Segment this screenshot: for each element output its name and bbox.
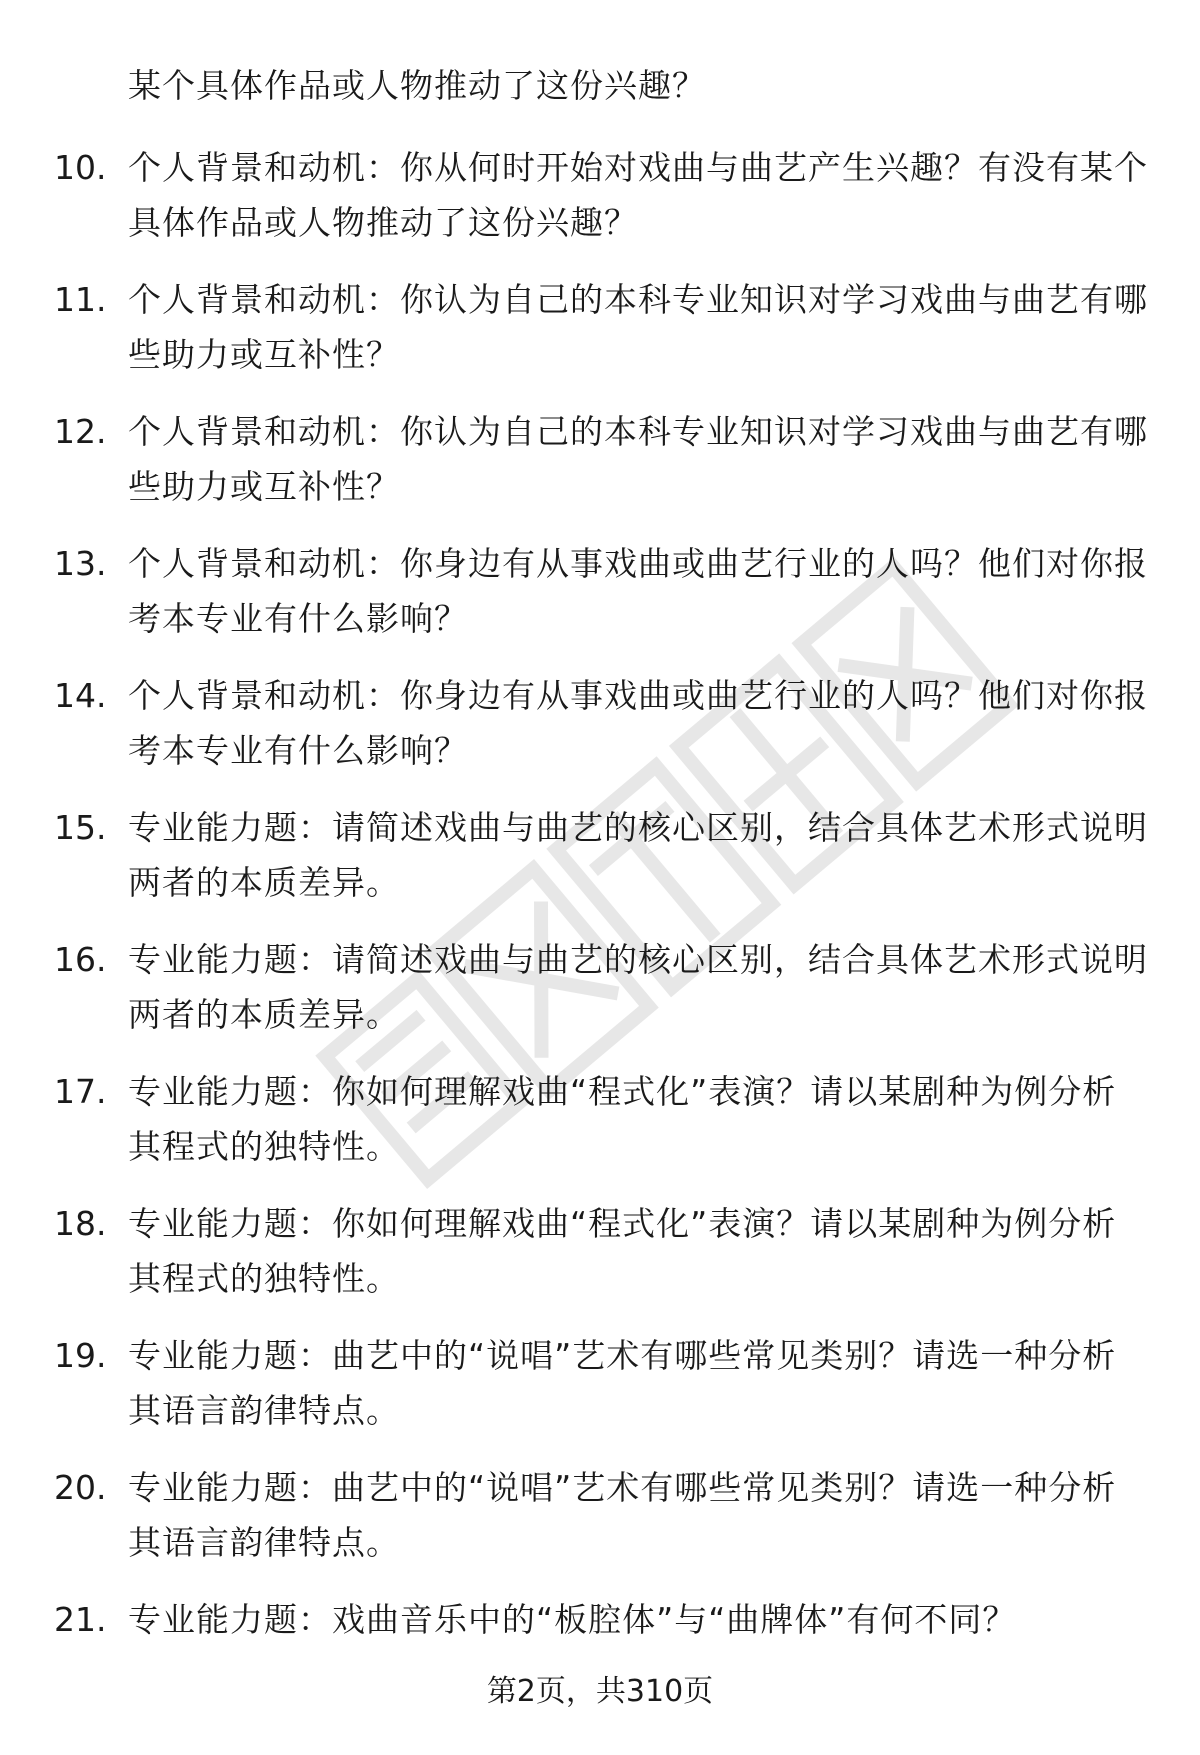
question-number: 16. [54,940,107,979]
question-text: 个人背景和动机：你身边有从事戏曲或曲艺行业的人吗？他们对你报考本专业有什么影响？ [128,544,1148,638]
question-text: 个人背景和动机：你从何时开始对戏曲与曲艺产生兴趣？有没有某个具体作品或人物推动了这份兴趣？ [128,148,1148,242]
question-number: 10. [54,148,107,187]
question-text: 专业能力题：请简述戏曲与曲艺的核心区别，结合具体艺术形式说明两者的本质差异。 [128,808,1148,902]
question-item [0,1196,1200,1328]
question-item [0,800,1200,932]
question-number: 14. [54,676,107,715]
question-number: 20. [54,1468,107,1507]
question-text: 专业能力题：你如何理解戏曲“程式化”表演？请以某剧种为例分析其程式的独特性。 [128,1072,1117,1166]
question-number: 21. [54,1600,107,1639]
question-text: 专业能力题：曲艺中的“说唱”艺术有哪些常见类别？请选一种分析其语言韵律特点。 [128,1336,1117,1430]
question-item [0,1460,1200,1592]
question-number: 11. [54,280,107,319]
question-number: 12. [54,412,107,451]
question-item [0,1328,1200,1460]
question-text: 专业能力题：戏曲音乐中的“板腔体”与“曲牌体”有何不同？ [128,1600,1017,1639]
question-text: 个人背景和动机：你认为自己的本科专业知识对学习戏曲与曲艺有哪些助力或互补性？ [128,412,1148,506]
question-text: 专业能力题：请简述戏曲与曲艺的核心区别，结合具体艺术形式说明两者的本质差异。 [128,940,1148,1034]
question-item [0,932,1200,1064]
question-list [0,140,1200,1724]
page-footer: 第2页，共310页 [486,1674,714,1709]
question-number: 17. [54,1072,107,1111]
question-item [0,1064,1200,1196]
question-item [0,536,1200,668]
question-number: 19. [54,1336,107,1375]
question-number: 13. [54,544,107,583]
question-text: 专业能力题：你如何理解戏曲“程式化”表演？请以某剧种为例分析其程式的独特性。 [128,1204,1117,1298]
question-item [0,668,1200,800]
question-item [0,272,1200,404]
question-number: 15. [54,808,107,847]
question-text: 专业能力题：曲艺中的“说唱”艺术有哪些常见类别？请选一种分析其语言韵律特点。 [128,1468,1117,1562]
question-text: 个人背景和动机：你身边有从事戏曲或曲艺行业的人吗？他们对你报考本专业有什么影响？ [128,676,1148,770]
continuation-line: 某个具体作品或人物推动了这份兴趣？ [128,66,706,105]
question-text: 个人背景和动机：你认为自己的本科专业知识对学习戏曲与曲艺有哪些助力或互补性？ [128,280,1148,374]
question-item [0,404,1200,536]
question-number: 18. [54,1204,107,1243]
question-item [0,140,1200,272]
